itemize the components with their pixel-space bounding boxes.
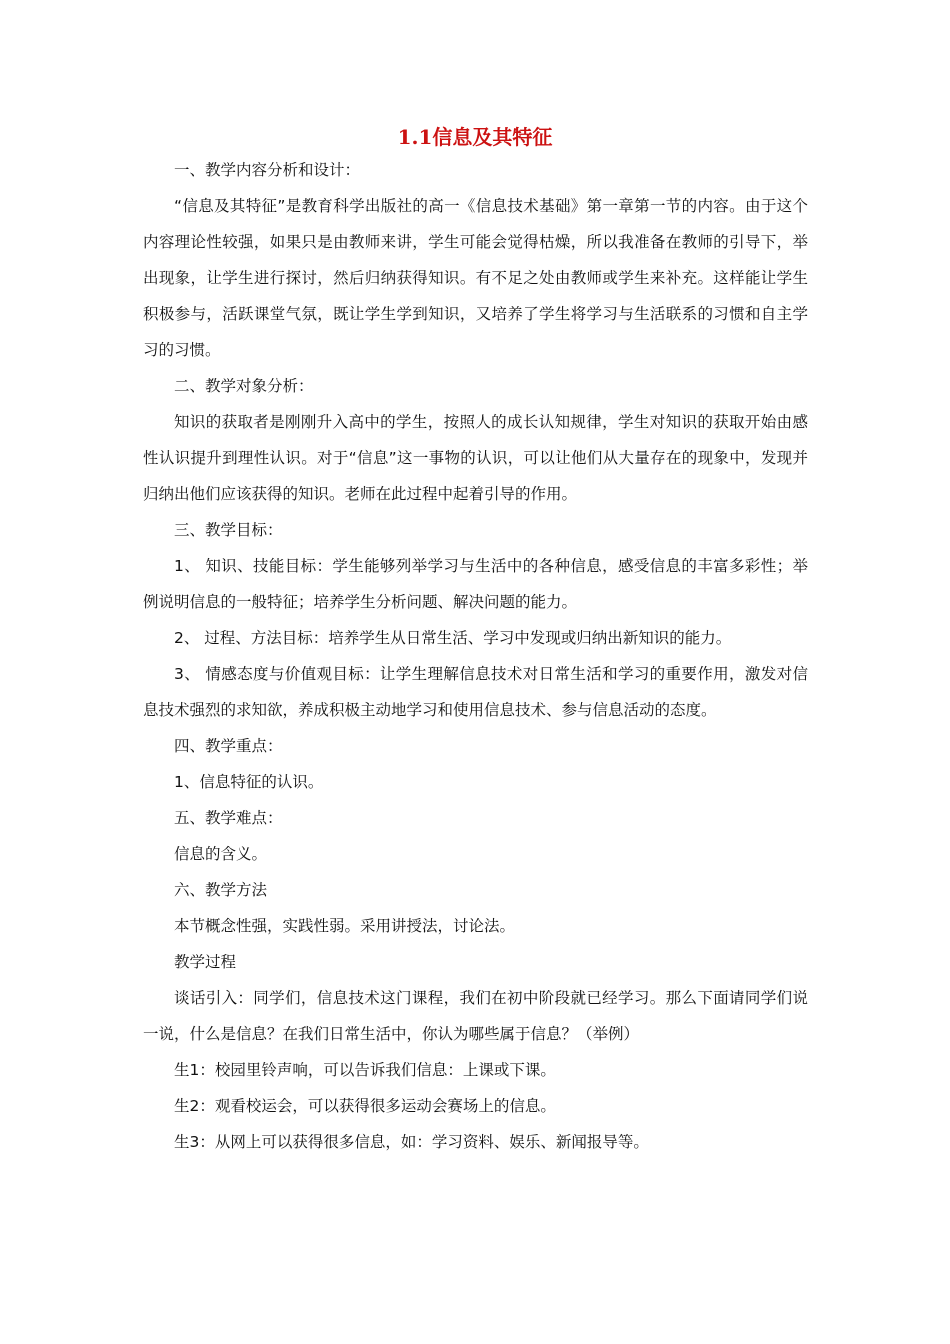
- paragraph-introduction: 谈话引入：同学们，信息技术这门课程，我们在初中阶段就已经学习。那么下面请同学们说一说，什么是信息？在我们日常生活中，你认为哪些属于信息？（举例）: [143, 989, 808, 1043]
- paragraph-student-analysis: 知识的获取者是刚刚升入高中的学生，按照人的成长认知规律，学生对知识的获取开始由感性认识提升到理性认识。对于“信息”这一事物的认识，可以让他们从大量存在的现象中，发现并归纳出他们应该获得的知识。老师在此过程中起着引导的作用。: [143, 413, 808, 503]
- student-answer-1: 生1：校园里铃声响，可以告诉我们信息：上课或下课。: [174, 1061, 556, 1079]
- student-answer-3: 生3：从网上可以获得很多信息，如：学习资料、娱乐、新闻报导等。: [174, 1133, 649, 1151]
- difficulty-item: 信息的含义。: [174, 845, 268, 863]
- key-point-item-1: 1、信息特征的认识。: [174, 773, 324, 791]
- methods-text: 本节概念性强，实践性弱。采用讲授法，讨论法。: [174, 917, 516, 935]
- paragraph-content-analysis: “信息及其特征”是教育科学出版社的高一《信息技术基础》第一章第一节的内容。由于这个内容理论性较强，如果只是由教师来讲，学生可能会觉得枯燥，所以我准备在教师的引导下，举出现象，让学生进行探讨，然后归纳获得知识。有不足之处由教师或学生来补充。这样能让学生积极参与，活跃课堂气氛，既让学生学到知识，又培养了学生将学习与生活联系的习惯和自主学习的习惯。: [143, 197, 808, 359]
- objective-item-1: 1、 知识、技能目标：学生能够列举学习与生活中的各种信息，感受信息的丰富多彩性；举例说明信息的一般特征；培养学生分析问题、解决问题的能力。: [143, 557, 808, 611]
- section-heading-process: 教学过程: [174, 953, 237, 971]
- document-body: [143, 152, 808, 1160]
- objective-item-3: 3、 情感态度与价值观目标：让学生理解信息技术对日常生活和学习的重要作用，激发对信息技术强烈的求知欲，养成积极主动地学习和使用信息技术、参与信息活动的态度。: [143, 665, 808, 719]
- section-heading-key-points: 四、教学重点：: [174, 737, 283, 755]
- student-answer-2: 生2：观看校运会，可以获得很多运动会赛场上的信息。: [174, 1097, 556, 1115]
- section-heading-content-analysis: 一、教学内容分析和设计：: [174, 161, 361, 179]
- section-heading-methods: 六、教学方法: [174, 881, 268, 899]
- section-heading-difficulties: 五、教学难点：: [174, 809, 283, 827]
- section-heading-objectives: 三、教学目标：: [174, 521, 283, 539]
- document-title: 1.1信息及其特征: [397, 125, 553, 149]
- section-heading-student-analysis: 二、教学对象分析：: [174, 377, 314, 395]
- objective-item-2: 2、 过程、方法目标：培养学生从日常生活、学习中发现或归纳出新知识的能力。: [174, 629, 732, 647]
